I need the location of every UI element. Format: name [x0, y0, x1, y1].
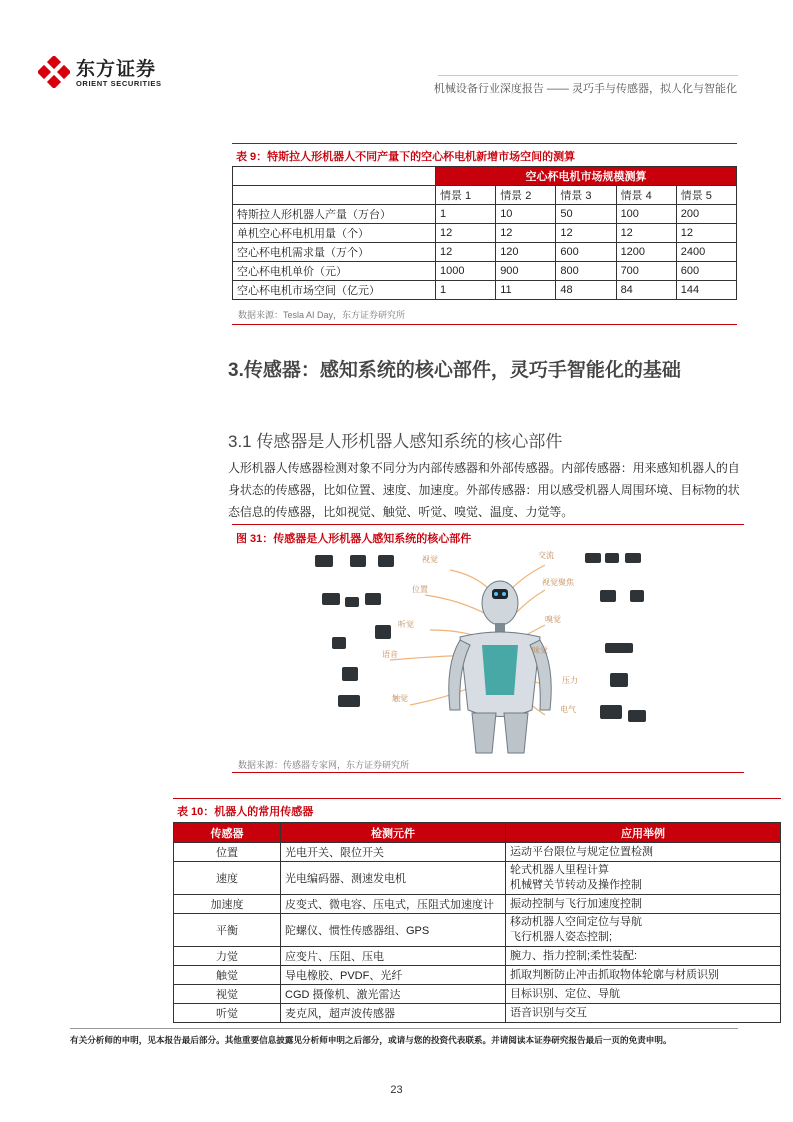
element-cell: 应变片、压阻、压电 — [281, 947, 506, 966]
element-cell: 陀螺仪、惯性传感器组、GPS — [281, 914, 506, 947]
table-row — [174, 914, 781, 947]
table-cell: 600 — [556, 243, 616, 262]
table-cell: 600 — [676, 262, 736, 281]
footer-divider — [70, 1028, 738, 1029]
scenario-header: 情景 5 — [676, 186, 736, 205]
figure-label: 味觉 — [532, 646, 548, 655]
table-cell: 900 — [496, 262, 556, 281]
column-header: 应用举例 — [506, 823, 781, 843]
page-number: 23 — [390, 1084, 403, 1096]
sensor-cell: 触觉 — [174, 966, 281, 985]
company-name-cn: 东方证券 — [76, 59, 157, 80]
table-row — [174, 966, 781, 985]
table-cell: 10 — [496, 205, 556, 224]
figure31-caption: 图 31：传感器是人形机器人感知系统的核心部件 — [236, 533, 472, 545]
sensor-cell: 视觉 — [174, 985, 281, 1004]
scenario-header: 情景 4 — [616, 186, 676, 205]
figure-label: 交流 — [538, 551, 554, 560]
scenario-header: 情景 1 — [436, 186, 496, 205]
body-paragraph: 人形机器人传感器检测对象不同分为内部传感器和外部传感器。内部传感器：用来感知机器人的自身状态的传感器，比如位置、速度、加速度。外部传感器：用以感受机器人周围环境、目标物的状态信息的传感器，比如视觉、触觉、听觉、嗅觉、温度、力觉等。 — [228, 461, 740, 519]
column-header: 检测元件 — [281, 823, 506, 843]
company-logo — [38, 52, 188, 94]
table-cell: 200 — [676, 205, 736, 224]
disclaimer-text: 有关分析师的申明，见本报告最后部分。其他重要信息披露见分析师申明之后部分，或请与您的投资代表联系。并请阅读本证券研究报告最后一页的免责申明。 — [70, 1035, 672, 1045]
sensor-cell: 平衡 — [174, 914, 281, 947]
table-cell: 1 — [436, 281, 496, 300]
table-cell: 2400 — [676, 243, 736, 262]
application-cell — [506, 862, 781, 895]
table-cell: 1200 — [616, 243, 676, 262]
table-header-blank — [233, 186, 436, 205]
table-cell: 12 — [496, 224, 556, 243]
element-cell: 导电橡胶、PVDF、光纤 — [281, 966, 506, 985]
orient-logo-icon — [38, 56, 70, 88]
row-label: 单机空心杯电机用量（个） — [233, 224, 436, 243]
application-cell — [506, 966, 781, 985]
robot-sensor-diagram — [300, 545, 680, 755]
figure-label: 压力 — [562, 676, 578, 685]
subsection-heading: 3.1 传感器是人形机器人感知系统的核心部件 — [228, 432, 563, 451]
table-cell: 48 — [556, 281, 616, 300]
robot-icon — [449, 581, 552, 753]
application-line: 移动机器人空间定位与导航 — [510, 916, 642, 928]
application-line: 机械臂关节转动及操作控制 — [510, 879, 642, 891]
application-line: 语音识别与交互 — [510, 1006, 587, 1019]
table-row — [174, 843, 781, 862]
sensor-cell: 位置 — [174, 843, 281, 862]
table-row — [174, 1004, 781, 1023]
table10-top-rule — [173, 798, 781, 799]
table-row — [233, 224, 737, 243]
figure-label: 视觉 — [422, 555, 438, 564]
table-cell: 11 — [496, 281, 556, 300]
section-heading: 3.传感器：感知系统的核心部件，灵巧手智能化的基础 — [228, 360, 681, 381]
header-divider — [438, 75, 738, 76]
table-cell: 12 — [676, 224, 736, 243]
figure-label: 电气 — [560, 705, 576, 714]
application-line: 振动控制与飞行加速度控制 — [510, 897, 642, 910]
table-cell: 800 — [556, 262, 616, 281]
figure-label: 嗅觉 — [545, 615, 561, 624]
application-line: 轮式机器人里程计算 — [510, 864, 609, 876]
table9-top-rule — [232, 143, 737, 144]
table9-caption: 表 9：特斯拉人形机器人不同产量下的空心杯电机新增市场空间的测算 — [236, 151, 576, 163]
table-row — [233, 243, 737, 262]
application-line: 抓取判断防止冲击抓取物体轮廓与材质识别 — [510, 968, 719, 981]
table10-caption: 表 10：机器人的常用传感器 — [177, 806, 314, 818]
figure-label: 语音 — [382, 650, 398, 659]
table-cell: 1 — [436, 205, 496, 224]
table-cell: 700 — [616, 262, 676, 281]
scenario-header: 情景 2 — [496, 186, 556, 205]
figure31-top-rule — [232, 524, 744, 525]
table-group-header: 空心杯电机市场规模测算 — [436, 167, 737, 186]
report-title: 机械设备行业深度报告 —— 灵巧手与传感器，拟人化与智能化 — [433, 83, 737, 95]
robot-sensor-table — [173, 822, 781, 1023]
table-cell: 12 — [436, 243, 496, 262]
figure31-bottom-rule — [232, 772, 744, 773]
table-row — [233, 262, 737, 281]
application-cell — [506, 947, 781, 966]
table-row — [174, 985, 781, 1004]
application-cell — [506, 843, 781, 862]
row-label: 空心杯电机单价（元） — [233, 262, 436, 281]
application-line: 飞行机器人姿态控制; — [510, 931, 613, 943]
application-line: 腕力、指力控制;柔性装配: — [510, 949, 638, 962]
application-cell — [506, 1004, 781, 1023]
table-cell: 120 — [496, 243, 556, 262]
application-cell — [506, 914, 781, 947]
figure-label: 视觉聚焦 — [542, 578, 574, 587]
figure-label: 触觉 — [392, 694, 408, 703]
figure-label: 位置 — [412, 585, 428, 594]
element-cell: 光电编码器、测速发电机 — [281, 862, 506, 895]
table9-bottom-rule — [232, 324, 737, 325]
table-row — [174, 895, 781, 914]
table-row — [174, 947, 781, 966]
table9-source: 数据来源：Tesla AI Day，东方证券研究所 — [238, 310, 406, 320]
table-cell: 12 — [556, 224, 616, 243]
application-cell — [506, 985, 781, 1004]
application-cell — [506, 895, 781, 914]
application-line: 运动平台限位与规定位置检测 — [510, 845, 653, 858]
sensor-cell: 听觉 — [174, 1004, 281, 1023]
figure31-source: 数据来源：传感器专家网，东方证券研究所 — [238, 760, 410, 770]
sensor-cell: 加速度 — [174, 895, 281, 914]
market-size-table — [232, 166, 737, 300]
element-cell: 麦克风，超声波传感器 — [281, 1004, 506, 1023]
figure-label: 听觉 — [398, 620, 414, 629]
sensor-cell: 力觉 — [174, 947, 281, 966]
scenario-header: 情景 3 — [556, 186, 616, 205]
table-cell: 84 — [616, 281, 676, 300]
sensor-cell: 速度 — [174, 862, 281, 895]
table-cell: 144 — [676, 281, 736, 300]
table-row — [174, 862, 781, 895]
table-row — [233, 205, 737, 224]
table-cell: 50 — [556, 205, 616, 224]
column-header: 传感器 — [174, 823, 281, 843]
table-header-blank — [233, 167, 436, 186]
element-cell: 光电开关、限位开关 — [281, 843, 506, 862]
element-cell: CGD 摄像机、激光雷达 — [281, 985, 506, 1004]
table-cell: 1000 — [436, 262, 496, 281]
table-header-row — [174, 823, 781, 843]
robot-sensor-figure — [300, 545, 680, 755]
table-row — [233, 281, 737, 300]
row-label: 空心杯电机市场空间（亿元） — [233, 281, 436, 300]
element-cell: 皮变式、微电容、压电式，压阻式加速度计 — [281, 895, 506, 914]
row-label: 空心杯电机需求量（万个） — [233, 243, 436, 262]
table-cell: 100 — [616, 205, 676, 224]
company-name-en: ORIENT SECURITIES — [76, 79, 162, 88]
table-cell: 12 — [616, 224, 676, 243]
row-label: 特斯拉人形机器人产量（万台） — [233, 205, 436, 224]
application-line: 目标识别、定位、导航 — [510, 987, 620, 1000]
table-cell: 12 — [436, 224, 496, 243]
